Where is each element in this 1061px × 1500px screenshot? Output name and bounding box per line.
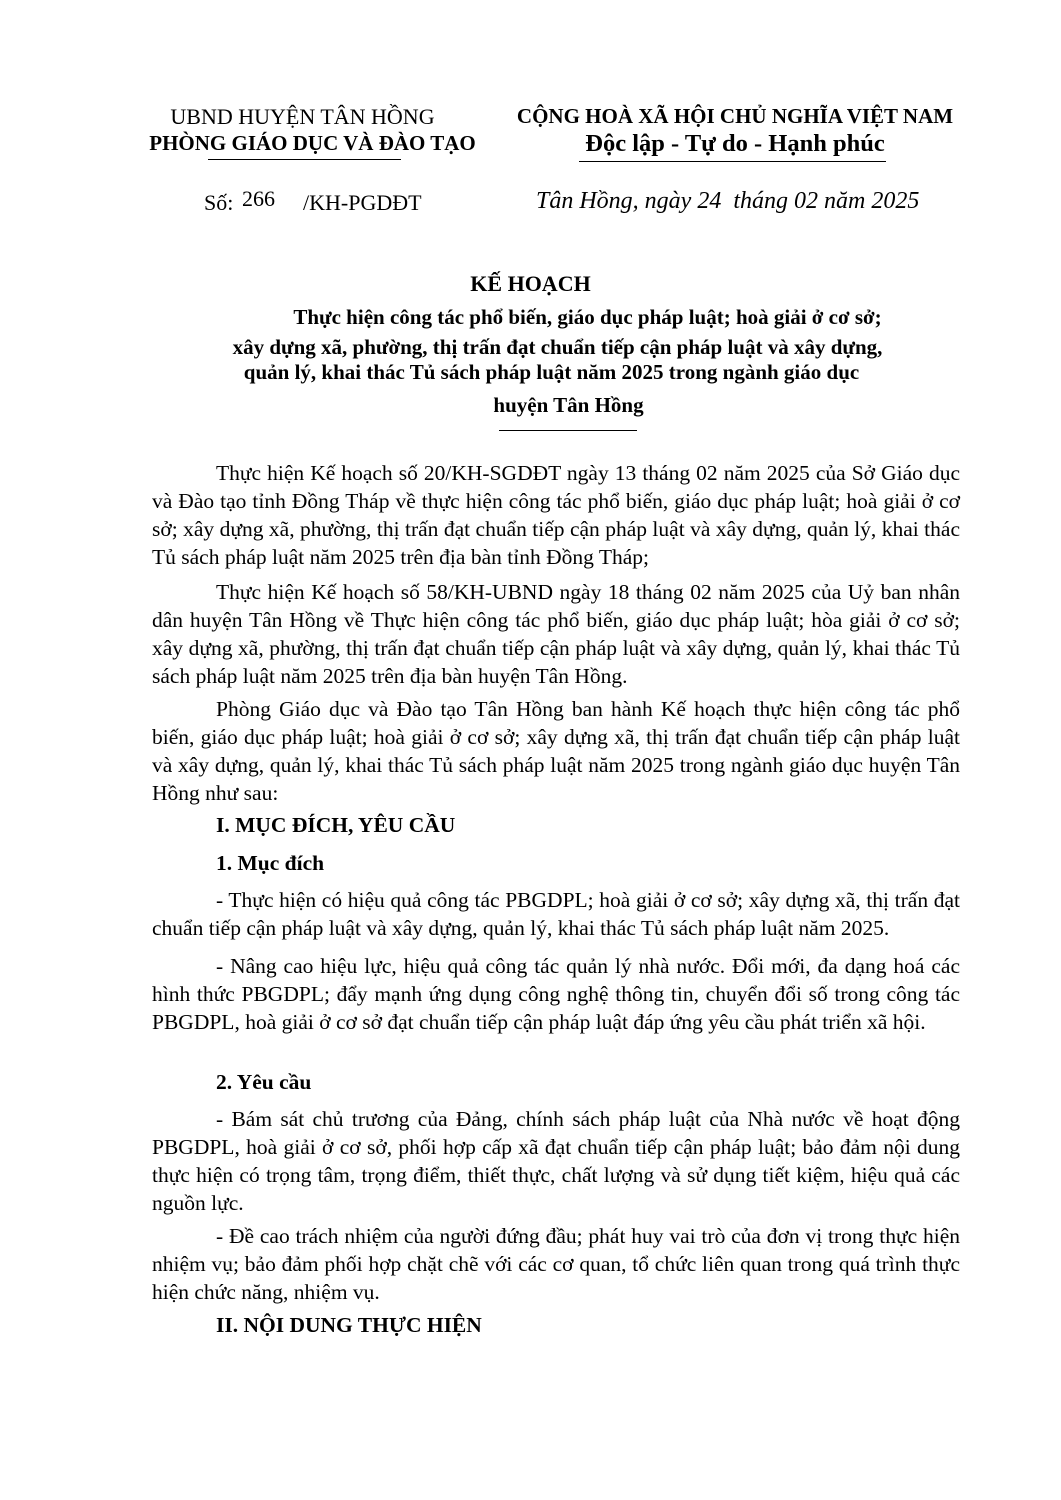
subject-line-1: Thực hiện công tác phổ biến, giáo dục pháp luật; hoà giải ở cơ sở; (293, 305, 882, 329)
subject-line-2: xây dựng xã, phường, thị trấn đạt chuẩn tiếp cận pháp luật và xây dựng, (232, 335, 883, 359)
country-name: CỘNG HOÀ XÃ HỘI CHỦ NGHĨA VIỆT NAM (516, 104, 954, 128)
paragraph-7: - Đề cao trách nhiệm của người đứng đầu; phát huy vai trò của đơn vị trong thực hiện nhiệm vụ; bảo đảm phối hợp chặt chẽ với các cơ quan, tổ chức liên quan trong quá trình thực hiện chức năng, nhiệm vụ. (152, 1224, 960, 1304)
section-heading-1: I. MỤC ĐÍCH, YÊU CẦU (216, 813, 456, 837)
motto-underline (579, 161, 886, 162)
subject-line-4: huyện Tân Hồng (493, 393, 644, 417)
ref-prefix: Số: (204, 190, 234, 215)
subsection-heading-2: 2. Yêu cầu (216, 1070, 312, 1094)
paragraph-2: Thực hiện Kế hoạch số 58/KH-UBND ngày 18 tháng 02 năm 2025 của Uỷ ban nhân dân huyện Tân Hồng về Thực hiện công tác phổ biến, giáo dục pháp luật; hòa giải ở cơ sở; xây dựng xã, phường, thị trấn đạt chuẩn tiếp cận pháp luật và xây dựng, quản lý, khai thác Tủ sách pháp luật năm 2025 trên địa bàn huyện Tân Hồng. (152, 580, 960, 688)
subject-line-3: quản lý, khai thác Tủ sách pháp luật năm 2025 trong ngành giáo dục (243, 360, 860, 384)
paragraph-6: - Bám sát chủ trương của Đảng, chính sách pháp luật của Nhà nước về hoạt động PBGDPL, hoà giải ở cơ sở, phối hợp cấp xã đạt chuẩn tiếp cận pháp luật; bảo đảm nội dung thực hiện có trọng tâm, trọng điểm, thiết thực, chất lượng và sử dụng tiết kiệm, hiệu quả các nguồn lực. (152, 1107, 960, 1215)
paragraph-5: - Nâng cao hiệu lực, hiệu quả công tác quản lý nhà nước. Đổi mới, đa dạng hoá các hình thức PBGDPL; đẩy mạnh ứng dụng công nghệ thông tin, chuyển đổi số trong công tác PBGDPL, hoà giải ở cơ sở đạt chuẩn tiếp cận pháp luật đáp ứng yêu cầu phát triển xã hội. (152, 954, 960, 1034)
paragraph-3: Phòng Giáo dục và Đào tạo Tân Hồng ban hành Kế hoạch thực hiện công tác phổ biến, giáo dục pháp luật; hoà giải ở cơ sở; xây dựng xã, thị trấn đạt chuẩn tiếp cận pháp luật và xây dựng, quản lý, khai thác Tủ sách pháp luật năm 2025 trong ngành giáo dục huyện Tân Hồng như sau: (152, 697, 960, 805)
place-date: Tân Hồng, ngày 24 tháng 02 năm 2025 (536, 188, 920, 214)
document-type: KẾ HOẠCH (470, 271, 591, 296)
national-motto: Độc lập - Tự do - Hạnh phúc (585, 130, 885, 157)
paragraph-1: Thực hiện Kế hoạch số 20/KH-SGDĐT ngày 13 tháng 02 năm 2025 của Sở Giáo dục và Đào tạo tỉnh Đồng Tháp về thực hiện công tác phổ biến, giáo dục pháp luật; hoà giải ở cơ sở; xây dựng xã, phường, thị trấn đạt chuẩn tiếp cận pháp luật và xây dựng, quản lý, khai thác Tủ sách pháp luật năm 2025 trên địa bàn tỉnh Đồng Tháp; (152, 461, 960, 569)
department-underline (208, 159, 401, 160)
agency-name: UBND HUYỆN TÂN HỒNG (170, 104, 435, 129)
title-underline (499, 430, 637, 431)
ref-number: 266 (242, 186, 275, 211)
paragraph-4: - Thực hiện có hiệu quả công tác PBGDPL; hoà giải ở cơ sở; xây dựng xã, thị trấn đạt chuẩn tiếp cận pháp luật và xây dựng, quản lý, khai thác Tủ sách pháp luật năm 2025. (152, 888, 960, 940)
department-name: PHÒNG GIÁO DỤC VÀ ĐÀO TẠO (149, 131, 476, 155)
section-heading-2: II. NỘI DUNG THỰC HIỆN (216, 1313, 482, 1337)
subsection-heading-1: 1. Mục đích (216, 851, 325, 875)
ref-code: /KH-PGDĐT (303, 190, 422, 215)
